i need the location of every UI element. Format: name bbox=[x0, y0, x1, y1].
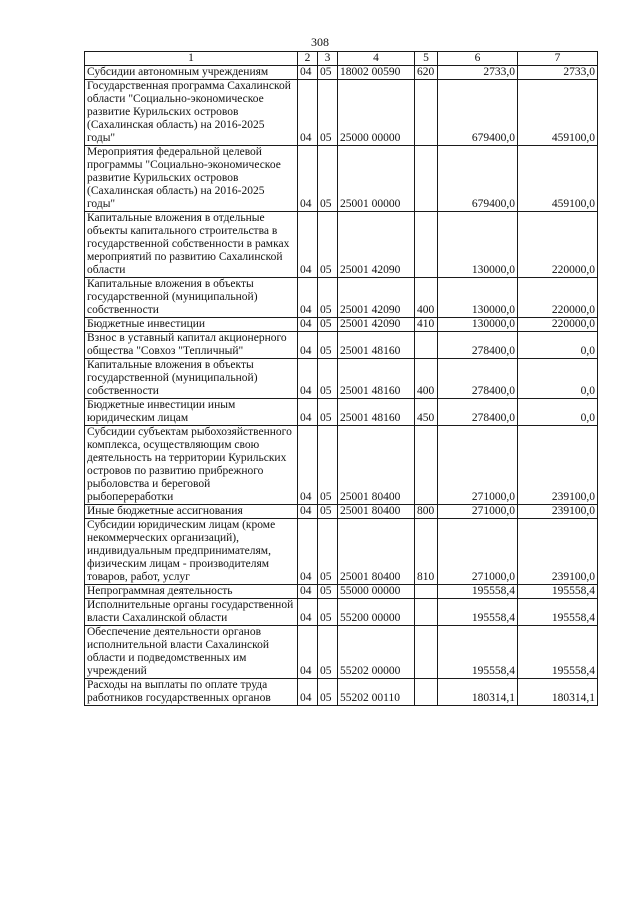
table-row bbox=[85, 146, 598, 212]
table-row bbox=[85, 585, 598, 599]
row-amount-year-1: 271000,0 bbox=[438, 519, 518, 585]
row-name: Государственная программа Сахалинской области "Социально-экономическое развитие Курильских островов (Сахалинская область) на 2016-2025 годы" bbox=[85, 80, 298, 146]
row-expense-type bbox=[415, 585, 438, 599]
row-name: Субсидии юридическим лицам (кроме некоммерческих организаций), индивидуальным предпринимателям, физическим лицам - производителям товаров, работ, услуг bbox=[85, 519, 298, 585]
row-section: 04 bbox=[298, 332, 318, 359]
row-amount-year-1: 180314,1 bbox=[438, 679, 518, 706]
row-amount-year-2: 0,0 bbox=[518, 332, 598, 359]
row-subsection: 05 bbox=[318, 679, 338, 706]
row-expense-type bbox=[415, 426, 438, 505]
row-subsection: 05 bbox=[318, 359, 338, 399]
row-expense-type: 810 bbox=[415, 519, 438, 585]
row-amount-year-2: 195558,4 bbox=[518, 626, 598, 679]
row-target-article: 25001 48160 bbox=[338, 359, 415, 399]
row-name: Непрограммная деятельность bbox=[85, 585, 298, 599]
row-name: Капитальные вложения в объекты государственной (муниципальной) собственности bbox=[85, 278, 298, 318]
row-amount-year-2: 239100,0 bbox=[518, 505, 598, 519]
row-target-article: 55202 00110 bbox=[338, 679, 415, 706]
row-expense-type bbox=[415, 212, 438, 278]
row-section: 04 bbox=[298, 399, 318, 426]
row-expense-type bbox=[415, 332, 438, 359]
row-subsection: 05 bbox=[318, 318, 338, 332]
header-col-7: 7 bbox=[518, 52, 598, 66]
row-expense-type: 620 bbox=[415, 66, 438, 80]
row-amount-year-2: 2733,0 bbox=[518, 66, 598, 80]
row-section: 04 bbox=[298, 426, 318, 505]
row-name: Расходы на выплаты по оплате труда работников государственных органов bbox=[85, 679, 298, 706]
row-target-article: 55202 00000 bbox=[338, 626, 415, 679]
row-target-article: 25001 00000 bbox=[338, 146, 415, 212]
row-subsection: 05 bbox=[318, 599, 338, 626]
row-amount-year-2: 0,0 bbox=[518, 359, 598, 399]
row-target-article: 25001 42090 bbox=[338, 212, 415, 278]
table-row bbox=[85, 399, 598, 426]
row-section: 04 bbox=[298, 519, 318, 585]
row-amount-year-1: 130000,0 bbox=[438, 278, 518, 318]
row-amount-year-1: 2733,0 bbox=[438, 66, 518, 80]
row-name: Взнос в уставный капитал акционерного общества "Совхоз "Тепличный" bbox=[85, 332, 298, 359]
row-name: Капитальные вложения в отдельные объекты капитального строительства в государственной собственности в рамках мероприятий по развитию Сахалинской области bbox=[85, 212, 298, 278]
row-amount-year-2: 239100,0 bbox=[518, 426, 598, 505]
row-name: Иные бюджетные ассигнования bbox=[85, 505, 298, 519]
row-amount-year-2: 459100,0 bbox=[518, 80, 598, 146]
row-expense-type bbox=[415, 626, 438, 679]
table-row bbox=[85, 278, 598, 318]
row-target-article: 25001 80400 bbox=[338, 426, 415, 505]
row-section: 04 bbox=[298, 599, 318, 626]
row-amount-year-2: 180314,1 bbox=[518, 679, 598, 706]
page-number: 308 bbox=[311, 35, 329, 49]
table-row bbox=[85, 318, 598, 332]
row-amount-year-1: 679400,0 bbox=[438, 146, 518, 212]
table-body bbox=[85, 66, 598, 706]
row-expense-type: 400 bbox=[415, 359, 438, 399]
row-name: Бюджетные инвестиции иным юридическим лицам bbox=[85, 399, 298, 426]
row-name: Мероприятия федеральной целевой программы "Социально-экономическое развитие Курильских островов (Сахалинская область) на 2016-2025 годы" bbox=[85, 146, 298, 212]
row-section: 04 bbox=[298, 278, 318, 318]
row-amount-year-2: 459100,0 bbox=[518, 146, 598, 212]
budget-table bbox=[84, 51, 598, 706]
row-subsection: 05 bbox=[318, 332, 338, 359]
row-amount-year-2: 195558,4 bbox=[518, 599, 598, 626]
row-target-article: 25001 48160 bbox=[338, 399, 415, 426]
row-amount-year-2: 195558,4 bbox=[518, 585, 598, 599]
row-amount-year-1: 271000,0 bbox=[438, 505, 518, 519]
row-target-article: 25000 00000 bbox=[338, 80, 415, 146]
row-subsection: 05 bbox=[318, 146, 338, 212]
row-target-article: 25001 42090 bbox=[338, 278, 415, 318]
row-amount-year-1: 278400,0 bbox=[438, 399, 518, 426]
row-section: 04 bbox=[298, 318, 318, 332]
row-subsection: 05 bbox=[318, 519, 338, 585]
row-name: Обеспечение деятельности органов исполнительной власти Сахалинской области и подведомственных им учреждений bbox=[85, 626, 298, 679]
row-section: 04 bbox=[298, 505, 318, 519]
row-target-article: 55200 00000 bbox=[338, 599, 415, 626]
row-section: 04 bbox=[298, 679, 318, 706]
table-row bbox=[85, 212, 598, 278]
row-amount-year-2: 220000,0 bbox=[518, 212, 598, 278]
row-section: 04 bbox=[298, 359, 318, 399]
row-subsection: 05 bbox=[318, 585, 338, 599]
row-expense-type bbox=[415, 679, 438, 706]
header-col-4: 4 bbox=[338, 52, 415, 66]
row-name: Исполнительные органы государственной власти Сахалинской области bbox=[85, 599, 298, 626]
table-row bbox=[85, 505, 598, 519]
row-expense-type: 400 bbox=[415, 278, 438, 318]
header-col-6: 6 bbox=[438, 52, 518, 66]
row-subsection: 05 bbox=[318, 399, 338, 426]
table-row bbox=[85, 426, 598, 505]
row-name: Капитальные вложения в объекты государственной (муниципальной) собственности bbox=[85, 359, 298, 399]
header-col-3: 3 bbox=[318, 52, 338, 66]
row-expense-type bbox=[415, 80, 438, 146]
row-target-article: 55000 00000 bbox=[338, 585, 415, 599]
row-subsection: 05 bbox=[318, 626, 338, 679]
row-subsection: 05 bbox=[318, 426, 338, 505]
row-expense-type: 450 bbox=[415, 399, 438, 426]
table-row bbox=[85, 626, 598, 679]
table-row bbox=[85, 519, 598, 585]
table-row bbox=[85, 599, 598, 626]
header-row bbox=[85, 52, 598, 66]
row-target-article: 18002 00590 bbox=[338, 66, 415, 80]
row-amount-year-1: 130000,0 bbox=[438, 212, 518, 278]
row-section: 04 bbox=[298, 212, 318, 278]
row-target-article: 25001 42090 bbox=[338, 318, 415, 332]
row-amount-year-1: 278400,0 bbox=[438, 359, 518, 399]
table-header bbox=[85, 52, 598, 66]
header-col-1: 1 bbox=[85, 52, 298, 66]
row-amount-year-1: 195558,4 bbox=[438, 599, 518, 626]
row-target-article: 25001 80400 bbox=[338, 505, 415, 519]
row-target-article: 25001 80400 bbox=[338, 519, 415, 585]
row-amount-year-1: 679400,0 bbox=[438, 80, 518, 146]
table-row bbox=[85, 80, 598, 146]
row-section: 04 bbox=[298, 80, 318, 146]
header-col-2: 2 bbox=[298, 52, 318, 66]
row-expense-type bbox=[415, 146, 438, 212]
row-subsection: 05 bbox=[318, 505, 338, 519]
row-subsection: 05 bbox=[318, 278, 338, 318]
row-section: 04 bbox=[298, 146, 318, 212]
row-name: Субсидии субъектам рыбохозяйственного комплекса, осуществляющим свою деятельность на территории Курильских островов по развитию прибрежного рыболовства и береговой рыбопереработки bbox=[85, 426, 298, 505]
row-name: Бюджетные инвестиции bbox=[85, 318, 298, 332]
table-row bbox=[85, 359, 598, 399]
row-amount-year-2: 220000,0 bbox=[518, 278, 598, 318]
row-amount-year-1: 195558,4 bbox=[438, 585, 518, 599]
row-subsection: 05 bbox=[318, 212, 338, 278]
row-amount-year-2: 0,0 bbox=[518, 399, 598, 426]
table-row bbox=[85, 332, 598, 359]
row-subsection: 05 bbox=[318, 80, 338, 146]
row-amount-year-1: 195558,4 bbox=[438, 626, 518, 679]
row-expense-type: 800 bbox=[415, 505, 438, 519]
row-name: Субсидии автономным учреждениям bbox=[85, 66, 298, 80]
row-section: 04 bbox=[298, 585, 318, 599]
row-subsection: 05 bbox=[318, 66, 338, 80]
row-amount-year-2: 239100,0 bbox=[518, 519, 598, 585]
row-section: 04 bbox=[298, 626, 318, 679]
row-expense-type bbox=[415, 599, 438, 626]
header-col-5: 5 bbox=[415, 52, 438, 66]
table-row bbox=[85, 66, 598, 80]
row-target-article: 25001 48160 bbox=[338, 332, 415, 359]
row-amount-year-1: 278400,0 bbox=[438, 332, 518, 359]
row-expense-type: 410 bbox=[415, 318, 438, 332]
row-amount-year-2: 220000,0 bbox=[518, 318, 598, 332]
row-amount-year-1: 130000,0 bbox=[438, 318, 518, 332]
table-row bbox=[85, 679, 598, 706]
row-amount-year-1: 271000,0 bbox=[438, 426, 518, 505]
row-section: 04 bbox=[298, 66, 318, 80]
